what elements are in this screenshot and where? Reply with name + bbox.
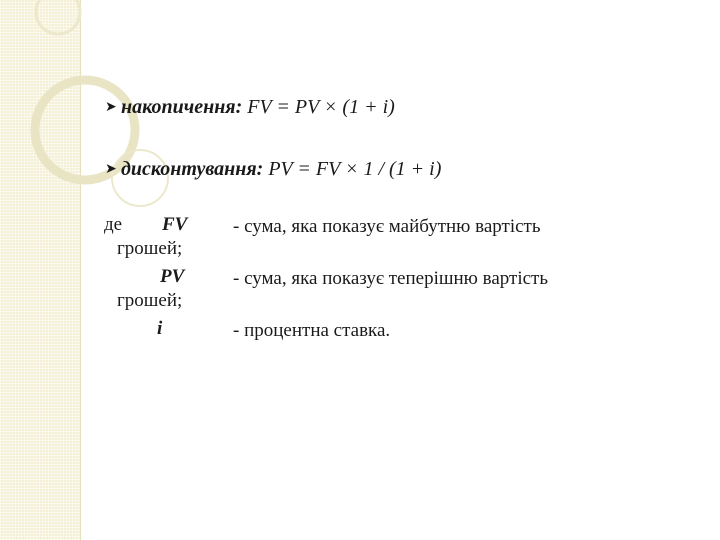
term-pv: PV [160, 266, 185, 287]
discounting-label: дисконтування: [121, 158, 264, 180]
term-pv-suffix: грошей; [117, 290, 183, 311]
arrow-bullet-icon: ➤ [105, 99, 117, 115]
term-fv-suffix: грошей; [117, 238, 183, 259]
term-fv: FV [162, 214, 188, 235]
description-pv: - сума, яка показує теперішню вартість [233, 268, 549, 289]
description-fv: - сума, яка показує майбутню вартість [233, 216, 541, 237]
description-i: - процентна ставка. [233, 320, 391, 341]
accumulation-label: накопичення: [121, 96, 243, 118]
accumulation-formula: FV = PV × (1 + і) [247, 96, 395, 118]
discounting-formula: PV = FV × 1 / (1 + і) [268, 158, 442, 180]
definitions-intro: де [104, 214, 123, 235]
term-i: і [157, 318, 163, 339]
decorative-side-band [0, 0, 81, 540]
discounting-formula-line [105, 158, 441, 181]
arrow-bullet-icon: ➤ [105, 161, 117, 177]
accumulation-formula-line [105, 96, 395, 119]
